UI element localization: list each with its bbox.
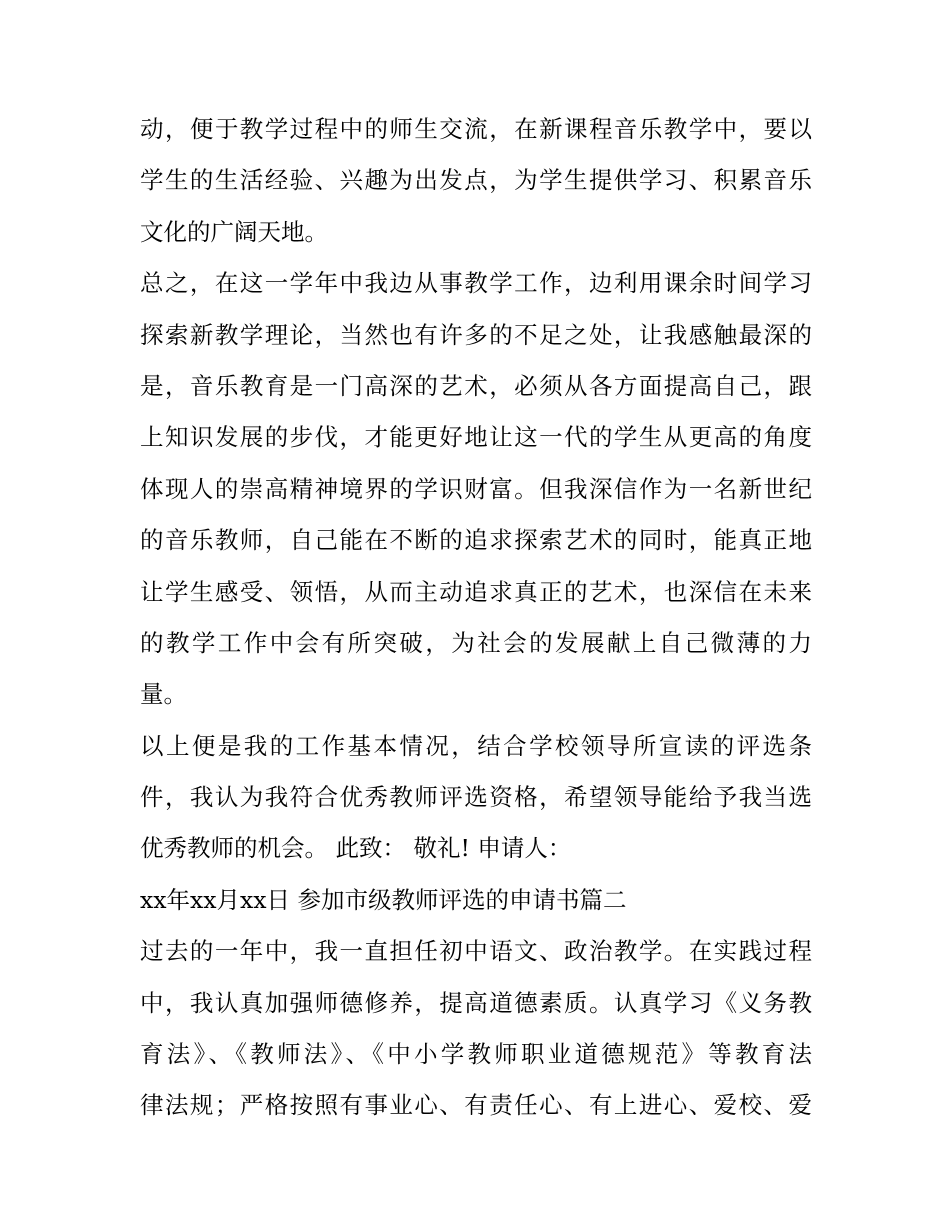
text-line-10: 让学生感受、领悟，从而主动追求真正的艺术，也深信在未来: [140, 577, 812, 606]
text-line-7: 上知识发展的步伐，才能更好地让这一代的学生从更高的角度: [140, 423, 812, 452]
text-line-6: 是，音乐教育是一门高深的艺术，必须从各方面提高自己，跟: [140, 371, 812, 400]
text-line-19: 育法》、《教师法》、《中小学教师职业道德规范》等教育法: [140, 1040, 812, 1069]
text-line-13: 以上便是我的工作基本情况，结合学校领导所宣读的评选条: [140, 731, 812, 760]
text-line-9: 的音乐教师，自己能在不断的追求探索艺术的同时，能真正地: [140, 526, 812, 555]
text-line-16: xx年xx月xx日 参加市级教师评选的申请书篇二: [140, 885, 627, 914]
text-line-14: 件，我认为我符合优秀教师评选资格，希望领导能给予我当选: [140, 783, 812, 812]
text-line-8: 体现人的崇高精神境界的学识财富。但我深信作为一名新世纪: [140, 474, 812, 503]
text-line-2: 学生的生活经验、兴趣为出发点，为学生提供学习、积累音乐: [140, 166, 812, 195]
text-line-11: 的教学工作中会有所突破，为社会的发展献上自己微薄的力: [140, 628, 812, 657]
text-line-15: 优秀教师的机会。 此致： 敬礼! 申请人：: [140, 834, 572, 863]
document-body: [140, 104, 812, 1132]
text-line-18: 中，我认真加强师德修养，提高道德素质。认真学习《义务教: [140, 988, 812, 1017]
text-line-17: 过去的一年中，我一直担任初中语文、政治教学。在实践过程: [140, 937, 812, 966]
text-line-1: 动，便于教学过程中的师生交流，在新课程音乐教学中，要以: [140, 115, 812, 143]
text-line-4: 总之，在这一学年中我边从事教学工作，边利用课余时间学习: [140, 269, 812, 298]
text-line-5: 探索新教学理论，当然也有许多的不足之处，让我感触最深的: [140, 320, 812, 349]
text-line-3: 文化的广阔天地。: [140, 217, 328, 246]
text-line-20: 律法规；严格按照有事业心、有责任心、有上进心、爱校、爱: [140, 1091, 812, 1120]
text-line-12: 量。: [140, 680, 187, 709]
